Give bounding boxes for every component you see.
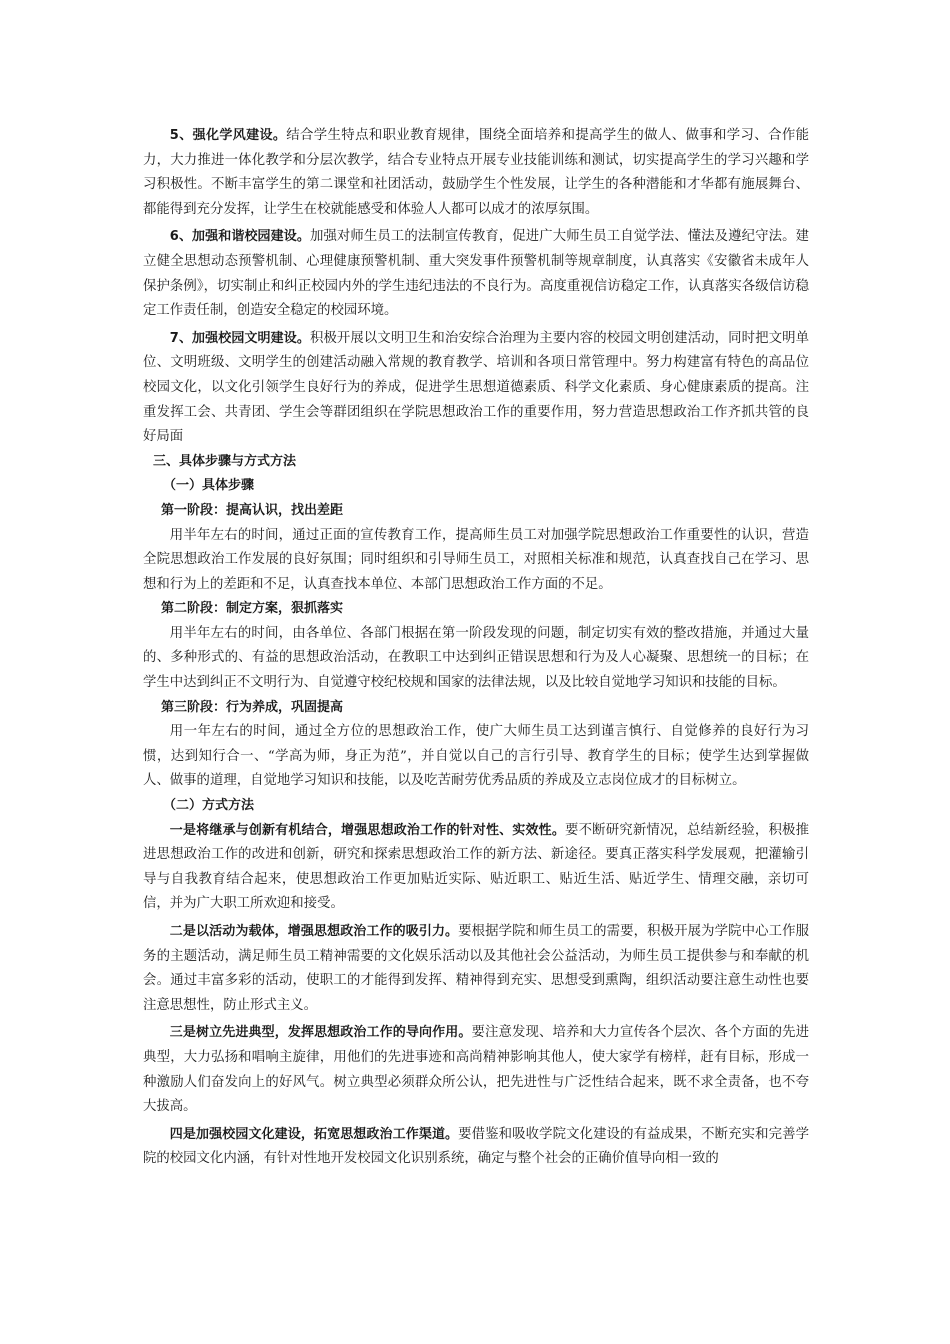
method-4 xyxy=(143,1123,809,1172)
subsection-heading-steps: （一）具体步骤 xyxy=(163,478,255,494)
method-text: 要根据学院和师生员工的需要，积极开展为学院中心工作服务的主题活动，满足师生员工精神需要的文化娱乐活动以及其他社会公益活动，为师生员工提供参与和奉献的机会。通过丰富多彩的活动，使职工的才能得到发挥、精神得到充实、思想受到熏陶，组织活动要注意生动性也要注意思想性，防止形式主义。 xyxy=(143,924,809,1013)
stage-3-title: 第三阶段：行为养成，巩固提高 xyxy=(161,699,344,715)
section-heading: 三、具体步骤与方式方法 xyxy=(153,453,297,469)
stage-1-title: 第一阶段：提高认识，找出差距 xyxy=(161,502,344,518)
paragraph-harmonious-campus xyxy=(143,225,809,323)
paragraph-heading: 5、强化学风建设。 xyxy=(169,128,287,143)
method-2 xyxy=(143,920,809,1018)
method-heading: 三是树立先进典型，发挥思想政治工作的导向作用。 xyxy=(169,1025,472,1041)
paragraph-heading: 6、加强和谐校园建设。 xyxy=(169,229,310,245)
document-page xyxy=(143,124,809,1172)
subsection-heading-methods: （二）方式方法 xyxy=(163,798,255,814)
stage-2-title: 第二阶段：制定方案，狠抓落实 xyxy=(161,601,344,617)
paragraph-study-style xyxy=(143,124,809,222)
method-heading: 四是加强校园文化建设，拓宽思想政治工作渠道。 xyxy=(169,1126,459,1142)
paragraph-heading: 7、加强校园文明建设。 xyxy=(169,330,310,346)
paragraph-text: 加强对师生员工的法制宣传教育，促进广大师生员工自觉学法、懂法及遵纪守法。建立健全思想动态预警机制、心理健康预警机制、重大突发事件预警机制等规章制度，认真落实《安徽省未成年人保护条例》，切实制止和纠正校园内外的学生违纪违法的不良行为。高度重视信访稳定工作，认真落实各级信访稳定工作责任制，创造安全稳定的校园环境。 xyxy=(143,229,810,319)
method-3 xyxy=(143,1021,809,1119)
method-heading: 二是以活动为载体，增强思想政治工作的吸引力。 xyxy=(169,924,459,939)
stage-2-text: 用半年左右的时间，由各单位、各部门根据在第一阶段发现的问题，制定切实有效的整改措施，并通过大量的、多种形式的、有益的思想政治活动，在教职工中达到纠正错误思想和行为及人心凝聚、思想统一的目标；在学生中达到纠正不文明行为、自觉遵守校纪校规和国家的法律法规，以及比较自觉地学习知识和技能的目标。 xyxy=(143,625,809,691)
stage-3-text: 用一年左右的时间，通过全方位的思想政治工作，使广大师生员工达到谨言慎行、自觉修养的良好行为习惯，达到知行合一、“学高为师，身正为范”，并自觉以自己的言行引导、教育学生的目标；使学生达到掌握做人、做事的道理，自觉地学习知识和技能，以及吃苦耐劳优秀品质的养成及立志岗位成才的目标树立。 xyxy=(143,724,809,789)
method-text: 要借鉴和吸收学院文化建设的有益成果，不断充实和完善学院的校园文化内涵，有针对性地开发校园文化识别系统，确定与整个社会的正确价值导向相一致的 xyxy=(143,1126,809,1167)
method-text: 要不断研究新情况，总结新经验，积极推进思想政治工作的改进和创新，研究和探索思想政治工作的新方法、新途径。要真正落实科学发展观，把灌输引导与自我教育结合起来，使思想政治工作更加贴近实际、贴近职工、贴近生活、贴近学生、情理交融，亲切可信，并为广大职工所欢迎和接受。 xyxy=(143,822,809,912)
paragraph-text: 积极开展以文明卫生和治安综合治理为主要内容的校园文明创建活动，同时把文明单位、文明班级、文明学生的创建活动融入常规的教育教学、培训和各项日常管理中。努力构建富有特色的高品位校园文化，以文化引领学生良好行为的养成，促进学生思想道德素质、科学文化素质、身心健康素质的提高。注重发挥工会、共青团、学生会等群团组织在学院思想政治工作的重要作用，努力营造思想政治工作齐抓共管的良好局面 xyxy=(143,330,810,445)
method-heading: 一是将继承与创新有机结合，增强思想政治工作的针对性、实效性。 xyxy=(169,822,566,838)
method-text: 要注意发现、培养和大力宣传各个层次、各个方面的先进典型，大力弘扬和唱响主旋律，用他们的先进事迹和高尚精神影响其他人，使大家学有榜样，赶有目标，形成一种激励人们奋发向上的好风气。树立典型必须群众所公认，把先进性与广泛性结合起来，既不求全责备，也不夸大拔高。 xyxy=(143,1025,809,1115)
stage-1-text: 用半年左右的时间，通过正面的宣传教育工作，提高师生员工对加强学院思想政治工作重要性的认识，营造全院思想政治工作发展的良好氛围；同时组织和引导师生员工，对照相关标准和规范，认真查找自己在学习、思想和行为上的差距和不足，认真查找本单位、本部门思想政治工作方面的不足。 xyxy=(143,527,809,592)
method-1 xyxy=(143,819,809,917)
paragraph-campus-civility xyxy=(143,327,809,450)
paragraph-text: 结合学生特点和职业教育规律，围绕全面培养和提高学生的做人、做事和学习、合作能力，大力推进一体化教学和分层次教学，结合专业特点开展专业技能训练和测试，切实提高学生的学习兴趣和学习积极性。不断丰富学生的第二课堂和社团活动，鼓励学生个性发展，让学生的各种潜能和才华都有施展舞台、都能得到充分发挥，让学生在校就能感受和体验人人都可以成才的浓厚氛围。 xyxy=(143,128,810,217)
